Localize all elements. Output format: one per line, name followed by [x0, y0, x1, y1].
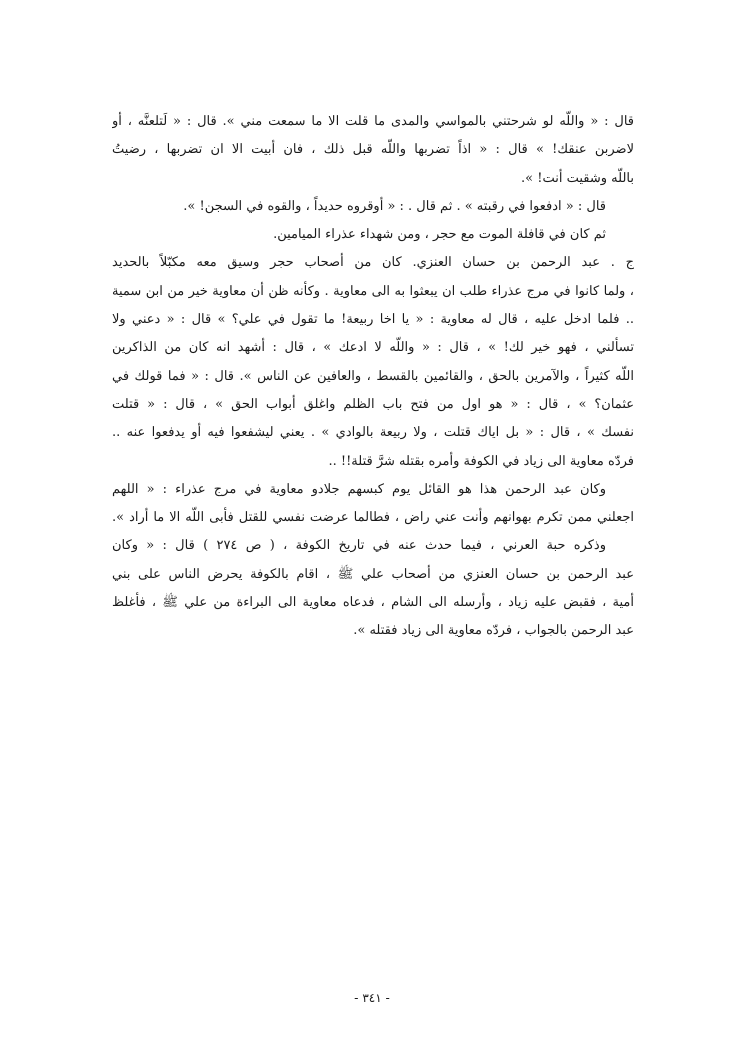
text-line: ج . عبد الرحمن بن حسان العنزي. كان من أصحاب حجر وسيق معه مكبّلاً بالحديد — [112, 255, 634, 271]
text-line: باللّه وشقيت أنت! ». — [521, 170, 634, 186]
text-line: قال : « واللّه لو شرحتني بالمواسي والمدى ما قلت الا ما سمعت مني ». قال : « لَتلعنَّه ، أو — [112, 114, 634, 129]
text-line: وذكره حبة العرني ، فيما حدث عنه في تاريخ الكوفة ، ( ص ٢٧٤ ) قال : « وكان — [112, 538, 606, 554]
text-line: تسألني ، فهو خير لك! » ، قال : « واللّه لا ادعك » ، قال : أشهد انه كان من الذاكرين — [112, 340, 634, 356]
text-line: ثم كان في قافلة الموت مع حجر ، ومن شهداء عذراء الميامين. — [273, 227, 606, 243]
text-line: أمية ، فقبض عليه زياد ، وأرسله الى الشام ، فدعاه معاوية الى البراءة من علي ﷺ ، فأغلظ — [112, 595, 634, 611]
text-line: عبد الرحمن بالجواب ، فردّه معاوية الى زياد فقتله ». — [353, 623, 634, 639]
text-line: عبد الرحمن بن حسان العنزي من أصحاب علي ﷺ ، اقام بالكوفة يحرض الناس على بني — [112, 566, 634, 582]
text-line: نفسك » ، قال : « بل اياك قتلت ، ولا ربيعة بالوادي » . يعني ليشفعوا فيه أو يدفعوا عنه .. — [112, 425, 634, 441]
text-line: اجعلني ممن تكرم بهوانهم وأنت عني راض ، فطالما عرضت نفسي للقتل فأبى اللّه الا ما أراد ». — [112, 510, 634, 526]
text-line: اللّه كثيراً ، والآمرين بالحق ، والقائمين بالقسط ، والعافين عن الناس ». قال : « فما قولك في — [112, 368, 634, 384]
text-line: قال : « ادفعوا في رقبته » . ثم قال . : « أوقروه حديداً ، والقوه في السجن! ». — [183, 198, 606, 214]
text-line: لاضربن عنقك! » قال : « اذاً تضربها واللّه قبل ذلك ، فان أبيت الا ان تضربها ، رضيتُ — [112, 142, 634, 158]
text-line: وكان عبد الرحمن هذا هو القائل يوم كبسهم جلادو معاوية في مرج عذراء : « اللهم — [112, 481, 606, 497]
text-line: ، ولما كانوا في مرج عذراء طلب ان يبعثوا به الى معاوية . وكأنه ظن أن معاوية خير من ابن سمية — [112, 283, 634, 299]
text-line: عثمان؟ » ، قال : « هو اول من فتح باب الظلم واغلق أبواب الحق » ، قال : « قتلت — [112, 396, 634, 412]
page-number: - ٣٤١ - — [354, 991, 390, 1005]
text-line: فردّه معاوية الى زياد في الكوفة وأمره بقتله شرَّ قتلة!! .. — [328, 453, 634, 469]
text-line: .. فلما ادخل عليه ، قال له معاوية : « يا اخا ربيعة! ما تقول في علي؟ » قال : « دعني ولا — [112, 312, 634, 328]
page-body — [112, 108, 634, 646]
